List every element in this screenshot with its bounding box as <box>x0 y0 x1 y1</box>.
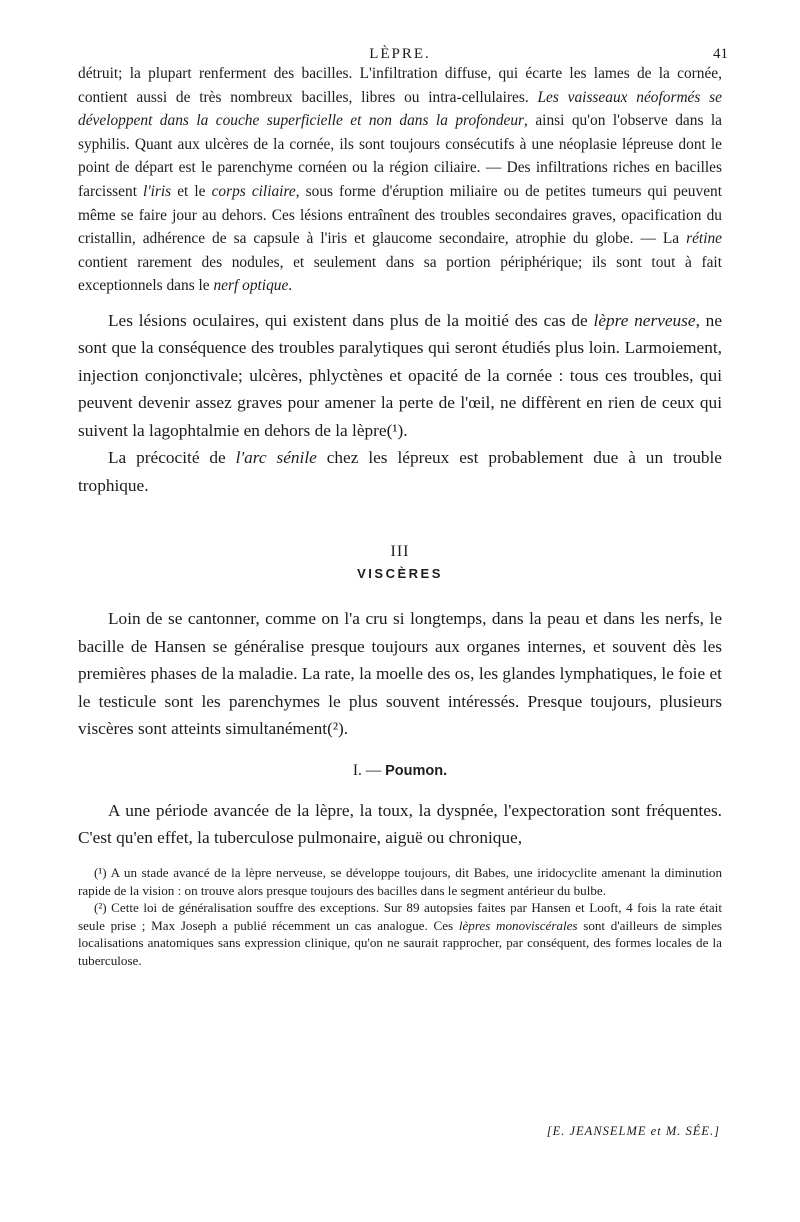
italic-run: lèpres monoviscérales <box>458 917 578 933</box>
body-text <box>78 62 722 970</box>
italic-run: lèpre nerveuse <box>593 310 696 330</box>
italic-run: l'iris <box>143 182 172 200</box>
footnote-text: A un stade avancé de la lèpre nerveuse, se développe toujours, dit Babes, une iridocyclite amenant la diminution rapide de la vision : on trouve alors presque toujours des bacilles dans le segment antérieur du bulbe. <box>78 864 722 898</box>
footnote-text: sont d'ailleurs de simples localisations anatomiques sans expression clinique, qu'on ne saurait rapprocher, par conséquent, des formes locales de la tuberculose. <box>78 917 722 968</box>
paragraph-lung <box>78 797 722 852</box>
running-head <box>0 26 800 62</box>
footnotes <box>78 864 722 970</box>
text-run: , ne sont que la conséquence des troubles paralytiques qui seront étudiés plus loin. Larmoiement, injection conjonctivale; ulcères, phlyctènes et opacité de la cornée : tous ces troubles, qui peuvent devenir assez graves pour amener la perte de l'œil, ne diffèrent en rien de ceux qui suivent la lagophtalmie en dehors de la lèpre <box>78 310 722 440</box>
footnote-2 <box>78 899 722 969</box>
footnote-marker: (¹) <box>94 864 107 880</box>
italic-run: l'arc sénile <box>235 448 317 468</box>
footnote-text: Cette loi de généralisation souffre des exceptions. Sur 89 autopsies faites par Hansen et Looft, 4 fois la rate était seule prise ; Max Joseph a publié récemment un cas analogue. Ces <box>78 900 722 933</box>
text-run: La précocité de <box>108 448 236 468</box>
text-run: . <box>288 277 293 295</box>
italic-run: Les vaisseaux néoformés se développent dans la couche superficielle et non dans la profondeur <box>78 88 722 130</box>
text-run: détruit; la plupart renferment des bacilles. L'infiltration diffuse, qui écarte les lames de la cornée, contient aussi de très nombreux bacilles, libres ou intra-cellulaires. <box>78 65 722 106</box>
text-run: A une période avancée de la lèpre, la toux, la dyspnée, l'expectoration sont fréquentes. C'est qu'en effet, la tuberculose pulmonaire, aiguë ou chronique, <box>78 800 722 848</box>
italic-run: corps ciliaire <box>211 182 296 200</box>
running-title: LÈPRE. <box>369 46 431 62</box>
footnote-ref: (¹) <box>386 420 404 440</box>
text-run: , ainsi qu'on l'observe dans la syphilis. Quant aux ulcères de la cornée, ils sont toujours consécutifs à une néoplasie lépreuse dont le point de départ est le parenchyme cornéen ou la région ciliaire. — Des infiltrations riches en bacilles farcissent <box>78 112 722 200</box>
footnote-marker: (²) <box>94 900 107 916</box>
text-run: . <box>403 420 408 440</box>
italic-run: rétine <box>686 230 722 248</box>
section-title: VISCÈRES <box>357 566 443 582</box>
author-signature: [E. JEANSELME et M. SÉE.] <box>546 1124 720 1138</box>
footnote-ref: (²) <box>327 719 344 739</box>
paragraph-viscera <box>78 605 722 743</box>
page-number: 41 <box>713 46 728 62</box>
footnote-1 <box>78 864 722 899</box>
subsection-name: Poumon. <box>385 762 448 779</box>
text-run: et le <box>171 182 212 200</box>
text-run: , sous forme d'éruption miliaire ou de petites tumeurs qui peuvent même se faire jour au dehors. Ces lésions entraînent des troubles secondaires graves, opacification du cristallin, adhérence de sa capsule à l'iris et glaucome secondaire, atrophie du globe. — La <box>78 182 722 248</box>
text-run: Loin de se cantonner, comme on l'a cru si longtemps, dans la peau et dans les nerfs, le bacille de Hansen se généralise presque toujours aux organes internes, et souvent dès les premières phases de la maladie. La rate, la moelle des os, les glandes lymphatiques, le foie et le testicule sont les parenchymes le plus souvent intéressés. Presque toujours, plusieurs viscères sont atteints simultanément <box>78 609 722 739</box>
italic-run: nerf optique <box>213 277 289 295</box>
text-run: chez les lépreux est probablement due à un trouble trophique. <box>78 448 722 495</box>
section-number: III <box>390 543 410 561</box>
text-run: . <box>343 719 349 739</box>
paragraph-ocular-lesions <box>78 307 722 500</box>
text-run: Les lésions oculaires, qui existent dans plus de la moitié des cas de <box>108 310 594 330</box>
text-run: contient rarement des nodules, et seulement dans sa portion périphérique; ils sont tout à fait exceptionnels dans le <box>78 253 722 295</box>
paragraph-eye-lesions <box>78 62 722 298</box>
subsection-prefix: I. — <box>352 761 386 779</box>
subsection-title <box>78 759 722 783</box>
